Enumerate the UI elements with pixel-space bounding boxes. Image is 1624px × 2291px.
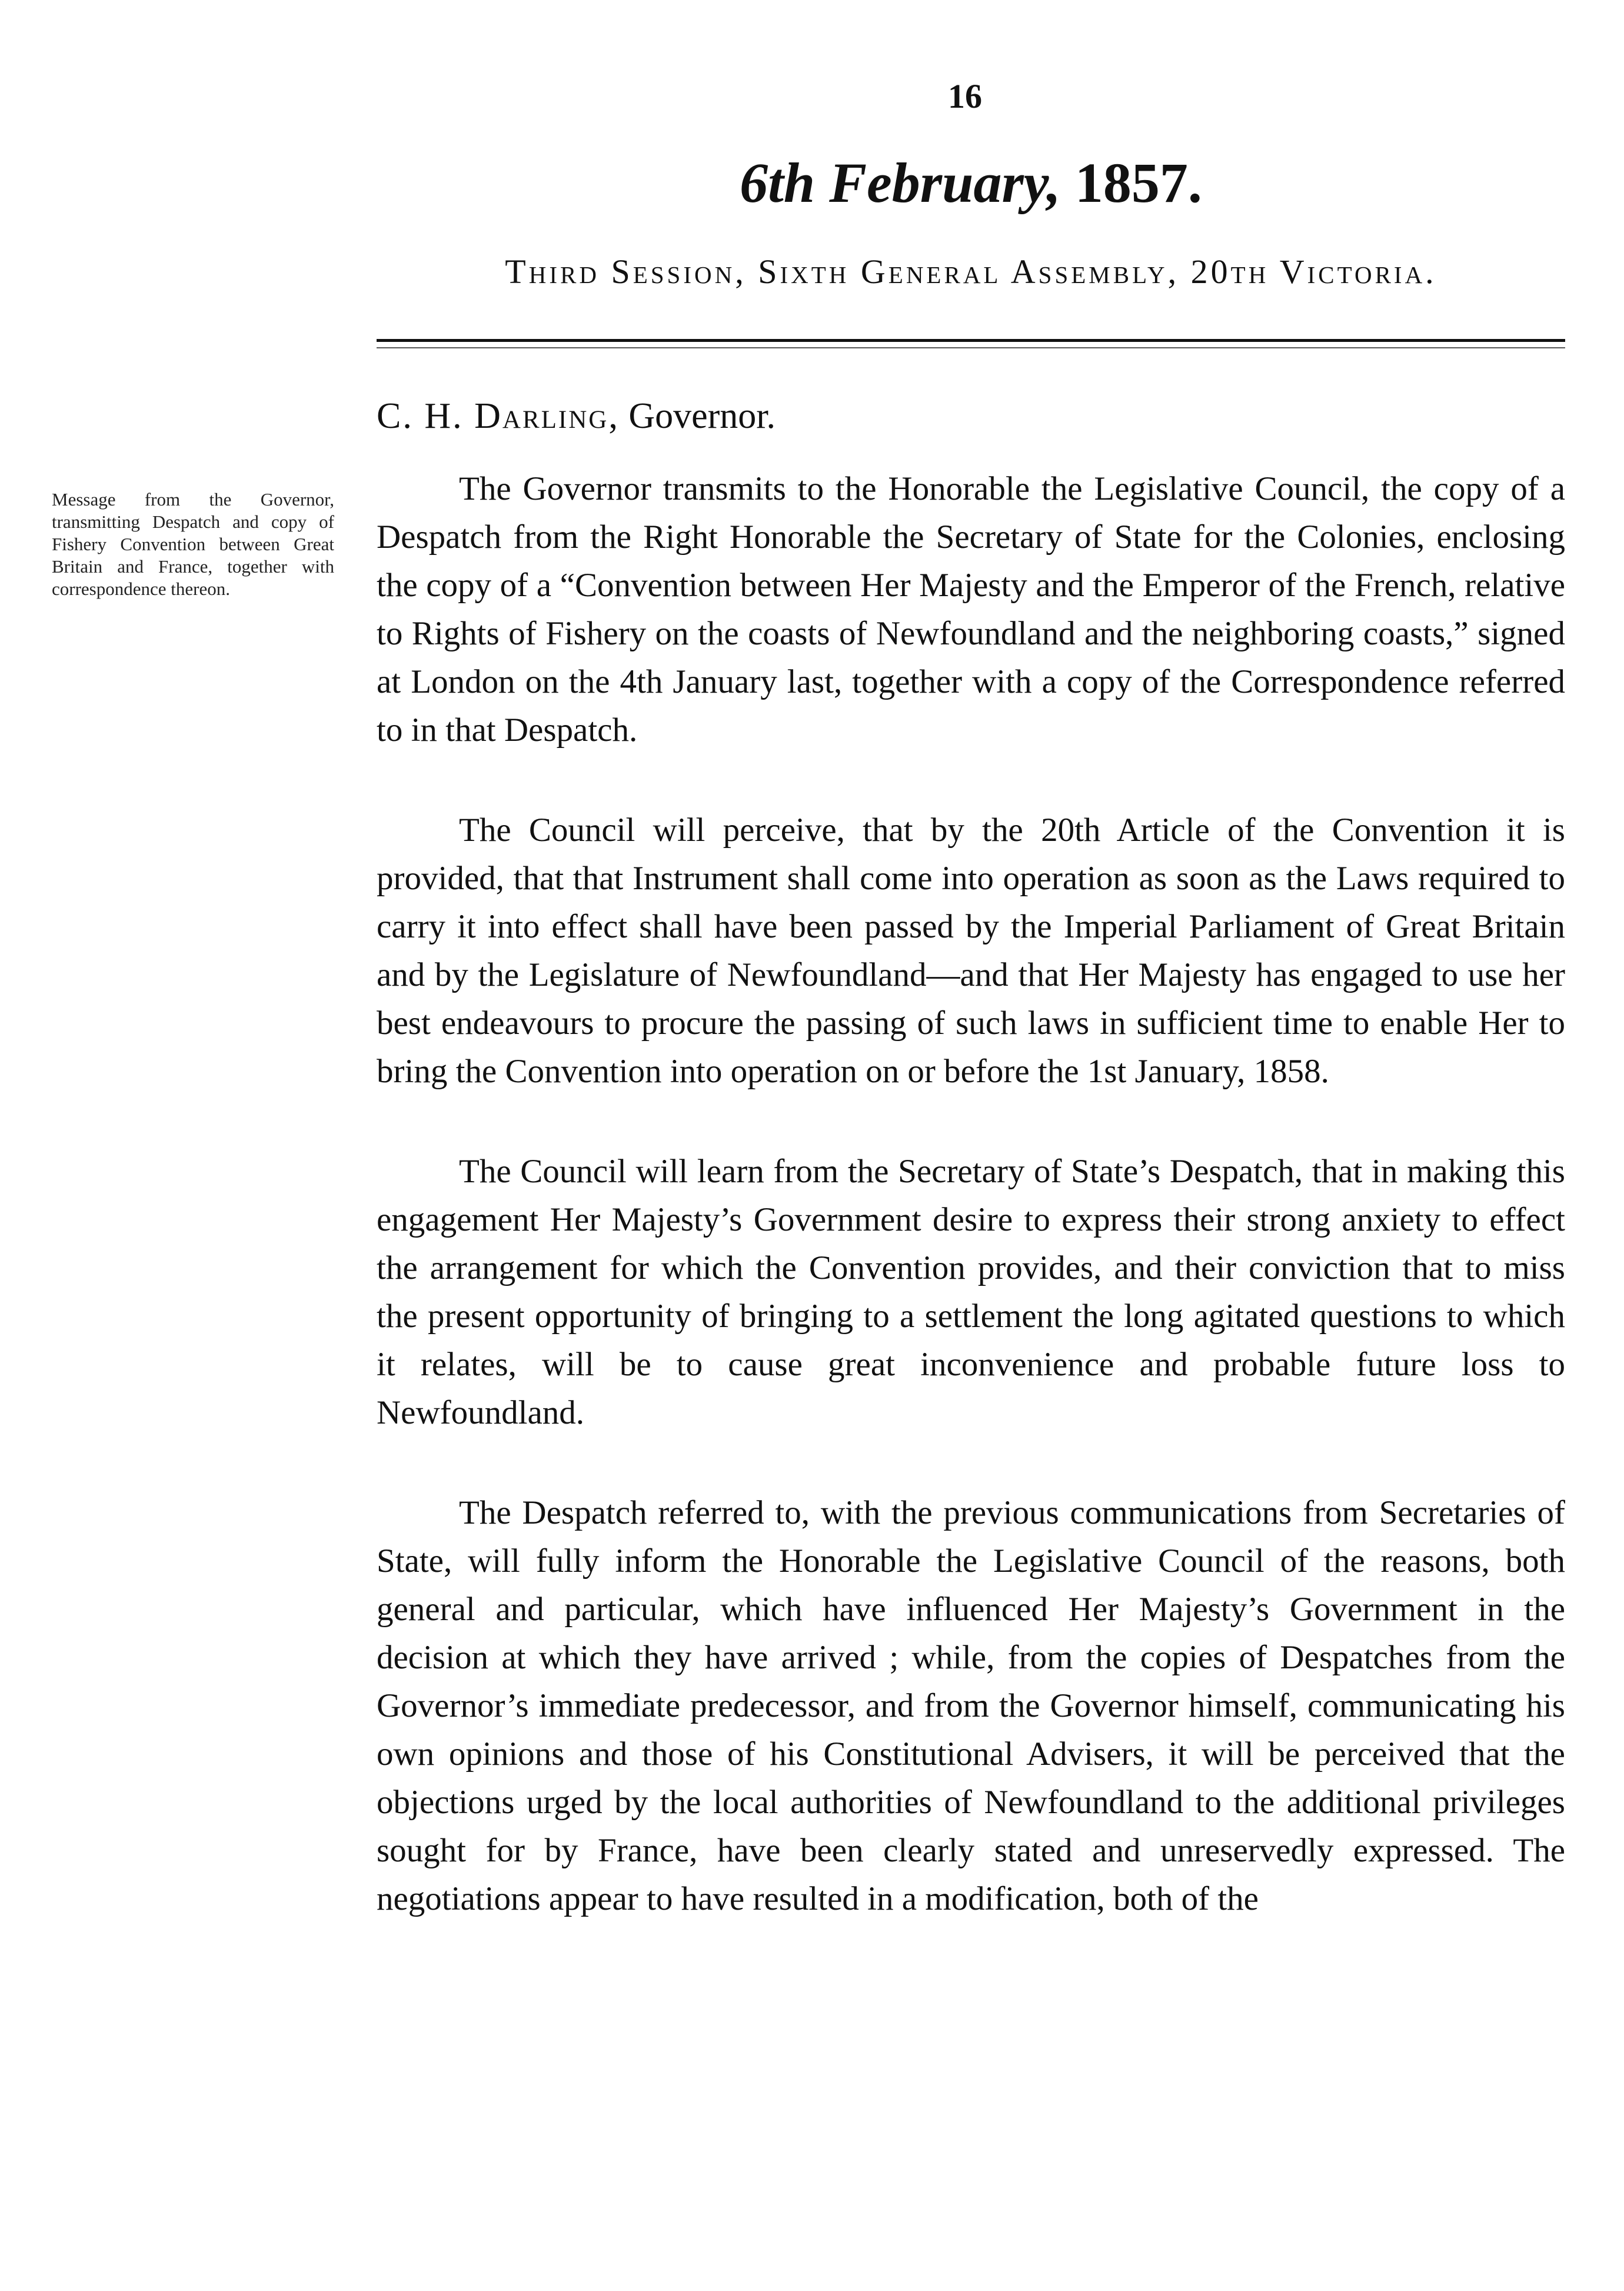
governor-line bbox=[377, 395, 776, 437]
paragraph: The Council will perceive, that by the 20th Article of the Convention it is provided, that that Instrument shall come into operation as soon as the Laws required to carry it into effect shall have been passed by the Imperial Parliament of Great Britain and by the Legislature of Newfoundland—and that Her Majesty has engaged to use her best endeavours to procure the passing of such laws in sufficient time to enable Her to bring the Convention into operation on or before the 1st January, 1858. bbox=[377, 812, 1565, 1090]
governor-name: C. H. Darling, bbox=[377, 396, 620, 436]
date-day-month: 6th February, bbox=[740, 151, 1061, 214]
date-year: 1857. bbox=[1074, 151, 1202, 214]
session-line: Third Session, Sixth General Assembly, 20th Victoria. bbox=[505, 252, 1437, 291]
margin-note: Message from the Governor, transmitting Despatch and copy of Fishery Convention between Great Britain and France, together with correspondence thereon. bbox=[52, 489, 334, 599]
paragraph: The Governor transmits to the Honorable the Legislative Council, the copy of a Despatch from the Right Honorable the Secretary of State for the Colonies, enclosing the copy of a “Convention between Her Majesty and the Emperor of the French, relative to Rights of Fishery on the coasts of Newfoundland and the neighboring coasts,” signed at London on the 4th January last, together with a copy of the Correspondence referred to in that Despatch. bbox=[377, 470, 1565, 749]
paragraph: The Council will learn from the Secretary of State’s Despatch, that in making this engagement Her Majesty’s Government desire to express their strong anxiety to effect the arrangement for which the Convention provides, and their conviction that to miss the present opportunity of bringing to a settlement the long agitated questions to which it relates, will be to cause great inconvenience and probable future loss to Newfoundland. bbox=[377, 1153, 1565, 1431]
header-rule-thin bbox=[377, 347, 1565, 348]
header-rule bbox=[377, 339, 1565, 342]
paragraph: The Despatch referred to, with the previous communications from Secretaries of State, will fully inform the Honorable the Legislative Council of the reasons, both general and particular, which have influenced Her Majesty’s Government in the decision at which they have arrived ; while, from the copies of Despatches from the Governor’s immediate predecessor, and from the Governor himself, communicating his own opinions and those of his Constitutional Advisers, it will be perceived that the objections urged by the local authorities of Newfoundland to the additional privileges sought for by France, have been clearly stated and unreservedly expressed. The negotiations appear to have resulted in a modification, both of the bbox=[377, 1494, 1565, 1917]
page-number: 16 bbox=[948, 77, 982, 115]
date-heading bbox=[377, 150, 1565, 215]
governor-title: Governor. bbox=[628, 396, 776, 436]
body-text bbox=[377, 465, 1565, 1975]
